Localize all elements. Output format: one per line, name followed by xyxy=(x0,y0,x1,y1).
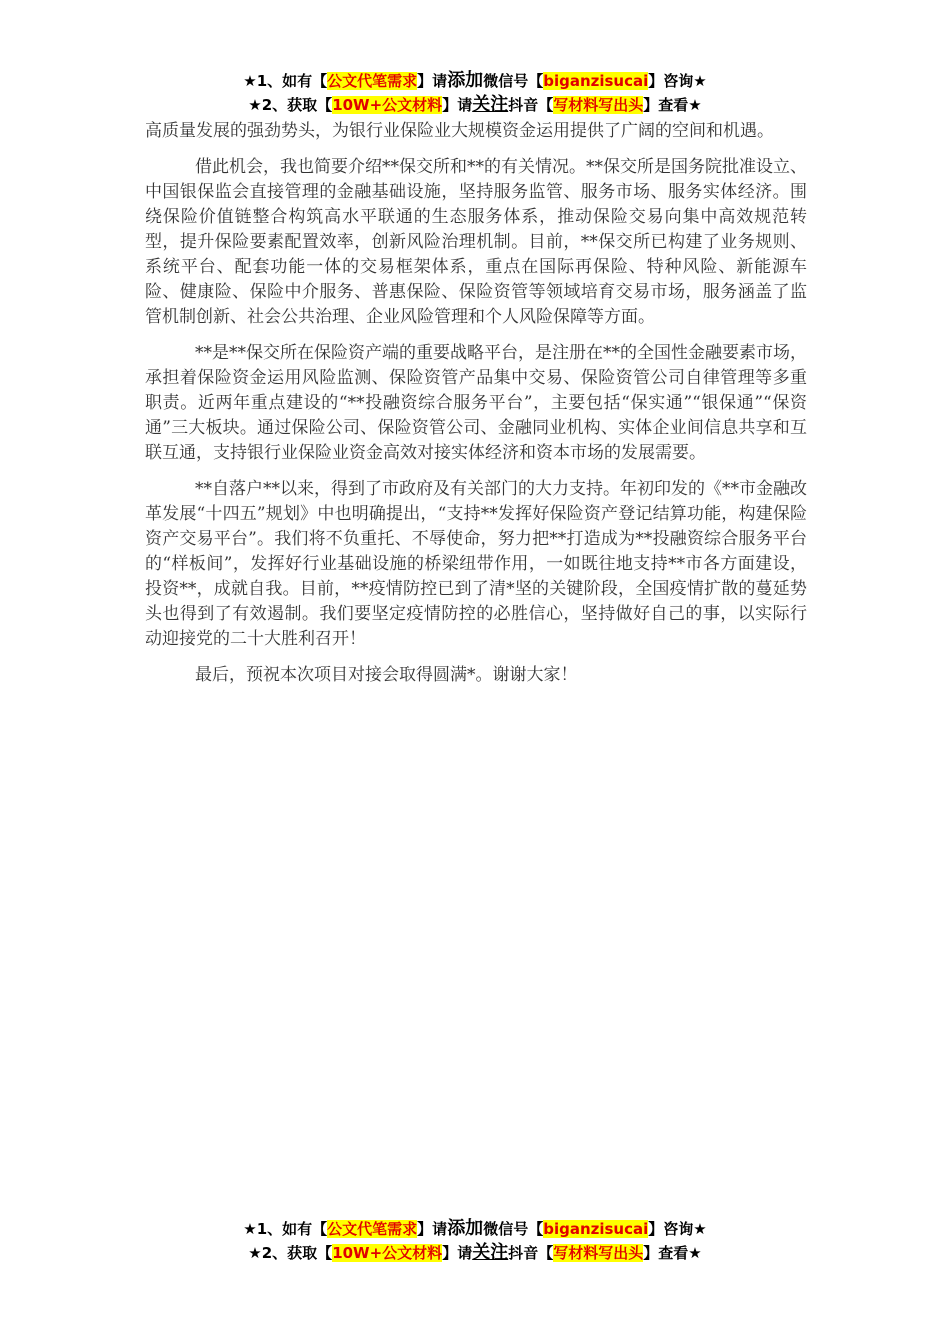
footer-emphasis-follow: 关注 xyxy=(472,1242,509,1263)
footer-line-2-mid: 】请 xyxy=(442,1244,473,1262)
document-body xyxy=(145,119,807,699)
banner-line-2-suffix: 】查看★ xyxy=(643,96,702,114)
paragraph-continuation: 高质量发展的强劲势头，为银行业保险业大规模资金运用提供了广阔的空间和机遇。 xyxy=(145,121,774,141)
footer-highlight-materials: 10W+公文材料 xyxy=(332,1244,443,1262)
footer-line-1-mid: 】请 xyxy=(417,1220,448,1238)
paragraph-exchange-intro: 借此机会，我也简要介绍**保交所和**的有关情况。**保交所是国务院批准设立、中国银保监会直接管理的金融基础设施，坚持服务监管、服务市场、服务实体经济。围绕保险价值链整合构筑高水平联通的生态服务体系，推动保险交易向集中高效规范转型，提升保险要素配置效率，创新风险治理机制。目前，**保交所已构建了业务规则、系统平台、配套功能一体的交易框架体系，重点在国际再保险、特种风险、新能源车险、健康险、保险中介服务、普惠保险、保险资管等领域培育交易市场，服务涵盖了监管机制创新、社会公共治理、企业风险管理和个人风险保障等方面。 xyxy=(145,157,807,327)
paragraph-platform-intro: **是**保交所在保险资产端的重要战略平台，是注册在**的全国性金融要素市场，承担着保险资金运用风险监测、保险资管产品集中交易、保险资管公司自律管理等多重职责。近两年重点建设的“**投融资综合服务平台”，主要包括“保实通”“银保通”“保资通”三大板块。通过保险公司、保险资管公司、金融同业机构、实体企业间信息共享和互联互通，支持银行业保险业资金高效对接实体经济和资本市场的发展需要。 xyxy=(145,343,807,463)
footer-highlight-wechat-id: biganzisucai xyxy=(543,1220,649,1238)
banner-line-2-prefix: ★2、获取【 xyxy=(248,96,333,114)
footer-line-1-suffix: 】咨询★ xyxy=(648,1220,707,1238)
footer-banner-line-2 xyxy=(0,1241,950,1265)
footer-line-1-mid-2: 微信号【 xyxy=(483,1220,544,1238)
footer-emphasis-add: 添加 xyxy=(447,1218,484,1239)
banner-line-2-mid-2: 抖音【 xyxy=(508,96,554,114)
paragraph-local-support: **自落户**以来，得到了市政府及有关部门的大力支持。年初印发的《**市金融改革发展“十四五”规划》中也明确提出，“支持**发挥好保险资产登记结算功能，构建保险资产交易平台”。我们将不负重托、不辱使命，努力把**打造成为**投融资综合服务平台的“样板间”，发挥好行业基础设施的桥梁纽带作用，一如既往地支持**市各方面建设，投资**，成就自我。目前，**疫情防控已到了清*坚的关键阶段，全国疫情扩散的蔓延势头也得到了有效遏制。我们要坚定疫情防控的必胜信心，坚持做好自己的事，以实际行动迎接党的二十大胜利召开！ xyxy=(145,479,807,649)
banner-line-1-mid-2: 微信号【 xyxy=(483,72,544,90)
footer-line-1-prefix: ★1、如有【 xyxy=(243,1220,328,1238)
footer-highlight-service: 公文代笔需求 xyxy=(327,1220,418,1238)
banner-line-1-suffix: 】咨询★ xyxy=(648,72,707,90)
banner-line-2-mid: 】请 xyxy=(442,96,473,114)
banner-line-2 xyxy=(0,93,950,117)
banner-emphasis-follow: 关注 xyxy=(472,94,509,115)
footer-banner-line-1 xyxy=(0,1217,950,1241)
banner-emphasis-add: 添加 xyxy=(447,70,484,91)
paragraph-closing: 最后，预祝本次项目对接会取得圆满*。谢谢大家！ xyxy=(195,665,578,685)
banner-line-1-mid: 】请 xyxy=(417,72,448,90)
footer-line-2-prefix: ★2、获取【 xyxy=(248,1244,333,1262)
banner-line-1 xyxy=(0,69,950,93)
header-banner xyxy=(0,69,950,117)
banner-highlight-douyin-account: 写材料写出头 xyxy=(553,96,644,114)
banner-highlight-wechat-id: biganzisucai xyxy=(543,72,649,90)
footer-line-2-mid-2: 抖音【 xyxy=(508,1244,554,1262)
footer-banner xyxy=(0,1217,950,1265)
banner-highlight-service: 公文代笔需求 xyxy=(327,72,418,90)
footer-line-2-suffix: 】查看★ xyxy=(643,1244,702,1262)
footer-highlight-douyin-account: 写材料写出头 xyxy=(553,1244,644,1262)
banner-line-1-prefix: ★1、如有【 xyxy=(243,72,328,90)
banner-highlight-materials: 10W+公文材料 xyxy=(332,96,443,114)
